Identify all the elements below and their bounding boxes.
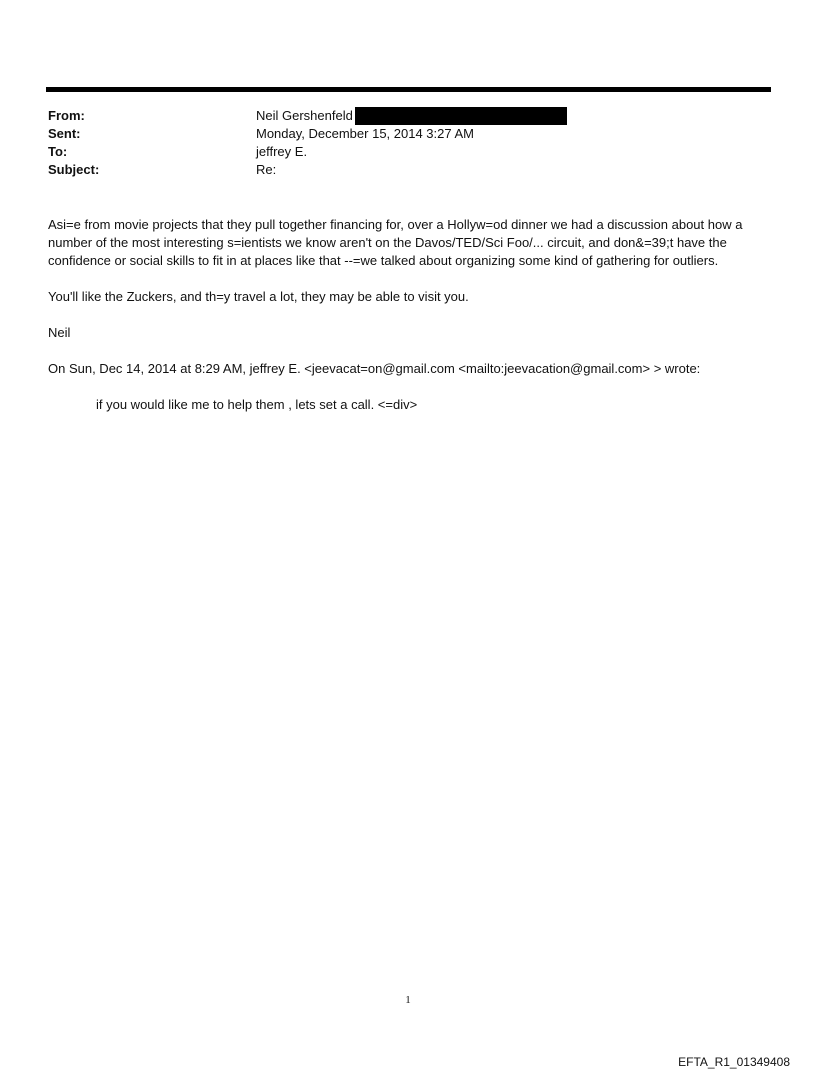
subject-value: Re: [256, 162, 277, 177]
from-value [256, 107, 567, 125]
email-body [48, 216, 772, 414]
subject-row [48, 161, 768, 179]
header-divider [46, 87, 771, 92]
subject-label: Subject: [48, 162, 100, 177]
sent-value: Monday, December 15, 2014 3:27 AM [256, 126, 474, 141]
email-header [48, 107, 768, 179]
sender-name: Neil Gershenfeld [256, 108, 353, 123]
from-row [48, 107, 768, 125]
to-row [48, 143, 768, 161]
bates-number: EFTA_R1_01349408 [678, 1055, 790, 1069]
page-number: 1 [405, 994, 411, 1006]
sent-label: Sent: [48, 126, 81, 141]
body-paragraph-2: You'll like the Zuckers, and th=y travel a lot, they may be able to visit you. [48, 289, 469, 304]
signature: Neil [48, 325, 71, 340]
body-paragraph-1: Asi=e from movie projects that they pull together financing for, over a Hollyw=od dinner we had a discussion about how a number of the most interesting s=ientists we know aren't on the Davos/TED/Sci Foo/... circuit, and don&=39;t have the confidence or social skills to fit in at places like that --=we talked about organizing some kind of gathering for outliers. [48, 217, 743, 268]
to-label: To: [48, 144, 68, 159]
sent-row [48, 125, 768, 143]
to-value: jeffrey E. [256, 144, 308, 159]
redaction-box [355, 107, 567, 125]
from-label: From: [48, 108, 85, 123]
reply-header: On Sun, Dec 14, 2014 at 8:29 AM, jeffrey E. <jeevacat=on@gmail.com <mailto:jeevacation@gmail.com> > wrote: [48, 361, 701, 376]
quoted-text: if you would like me to help them , lets set a call. <=div> [96, 397, 418, 412]
